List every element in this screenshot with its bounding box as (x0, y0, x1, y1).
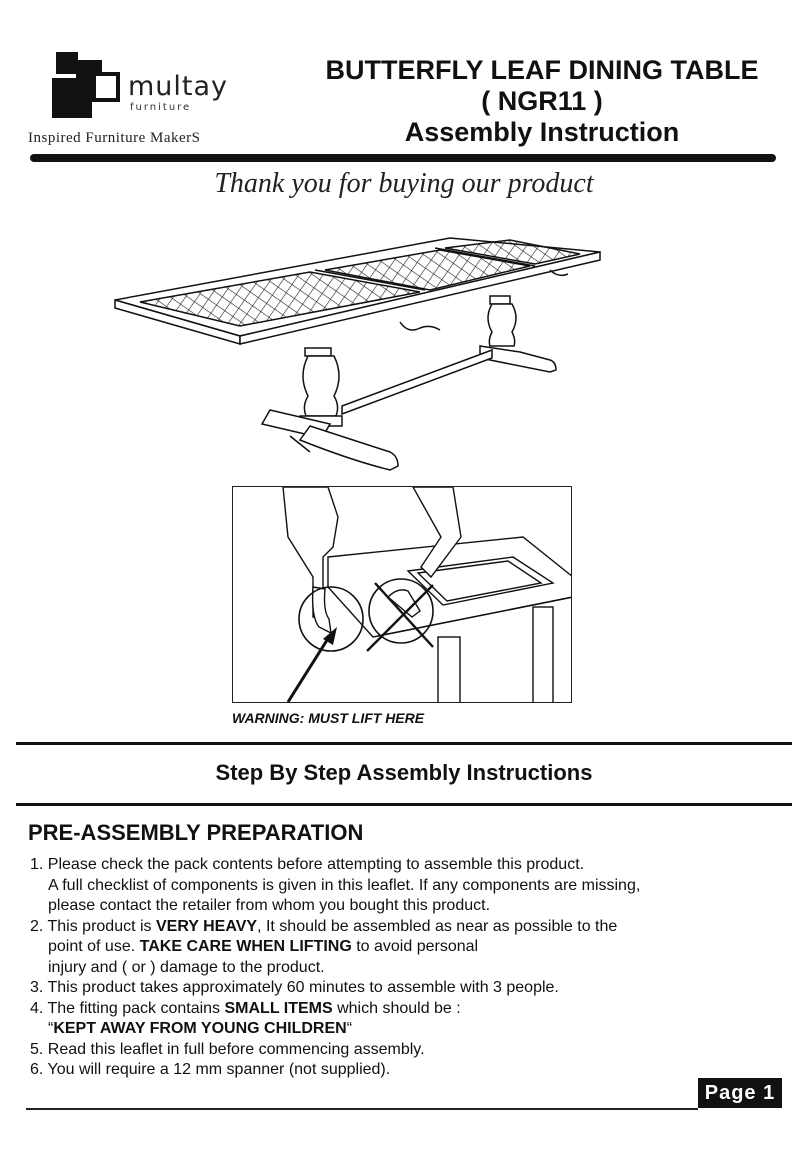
pre-assembly-heading: PRE-ASSEMBLY PREPARATION (28, 820, 364, 845)
list-text: point of use. (48, 938, 140, 955)
list-text: which should be : (332, 999, 461, 1017)
emphasis-text: KEPT AWAY FROM YOUNG CHILDREN (53, 1020, 347, 1037)
thank-you-text: Thank you for buying our product (214, 168, 594, 199)
list-text: , It should be assembled as near as possible to the (257, 917, 618, 935)
list-item (30, 937, 790, 958)
dining-table-illustration (110, 230, 610, 480)
lifting-warning-illustration (232, 486, 572, 703)
list-item: A full checklist of components is given in this leaflet. If any components are missing, (48, 876, 641, 894)
list-item (30, 999, 790, 1020)
title-line-1: BUTTERFLY LEAF DINING TABLE (325, 55, 759, 85)
list-text: 2. This product is (30, 917, 156, 935)
lift-warning-text: WARNING: MUST LIFT HERE (232, 710, 425, 726)
title-line-2: ( NGR11 ) (481, 86, 603, 116)
brand-name: multay (128, 71, 229, 102)
lifting-diagram (233, 487, 572, 703)
list-text: to avoid personal (351, 938, 479, 955)
brand-tagline: Inspired Furniture MakerS (28, 130, 201, 146)
logo-squares-icon (48, 50, 128, 122)
emphasis-text: VERY HEAVY (155, 917, 258, 935)
list-item: 6. You will require a 12 mm spanner (not supplied). (30, 1061, 391, 1078)
list-item (30, 917, 790, 938)
emphasis-text: SMALL ITEMS (224, 999, 333, 1017)
list-text: “ (346, 1020, 353, 1037)
title-line-3: Assembly Instruction (404, 117, 680, 147)
list-text: “ (48, 1020, 54, 1037)
emphasis-text: TAKE CARE WHEN LIFTING (139, 938, 352, 955)
list-item: 1. Please check the pack contents before attempting to assemble this product. (30, 856, 585, 873)
document-title (312, 55, 772, 148)
step-by-step-heading: Step By Step Assembly Instructions (215, 760, 593, 785)
brand-sub: furniture (130, 102, 192, 113)
list-item: 3. This product takes approximately 60 minutes to assemble with 3 people. (30, 979, 559, 996)
title-divider (30, 154, 776, 162)
list-item: please contact the retailer from whom you bought this product. (48, 897, 491, 914)
list-text: 4. The fitting pack contains (30, 999, 225, 1017)
section-divider-top (16, 742, 792, 745)
list-item: injury and ( or ) damage to the product. (48, 958, 325, 976)
section-divider-bottom (16, 803, 792, 806)
footer-divider (26, 1108, 698, 1110)
page-number-badge: Page 1 (698, 1078, 782, 1108)
list-item (30, 1019, 790, 1040)
pre-assembly-list (30, 855, 790, 1081)
list-item: 5. Read this leaflet in full before commencing assembly. (30, 1040, 425, 1058)
